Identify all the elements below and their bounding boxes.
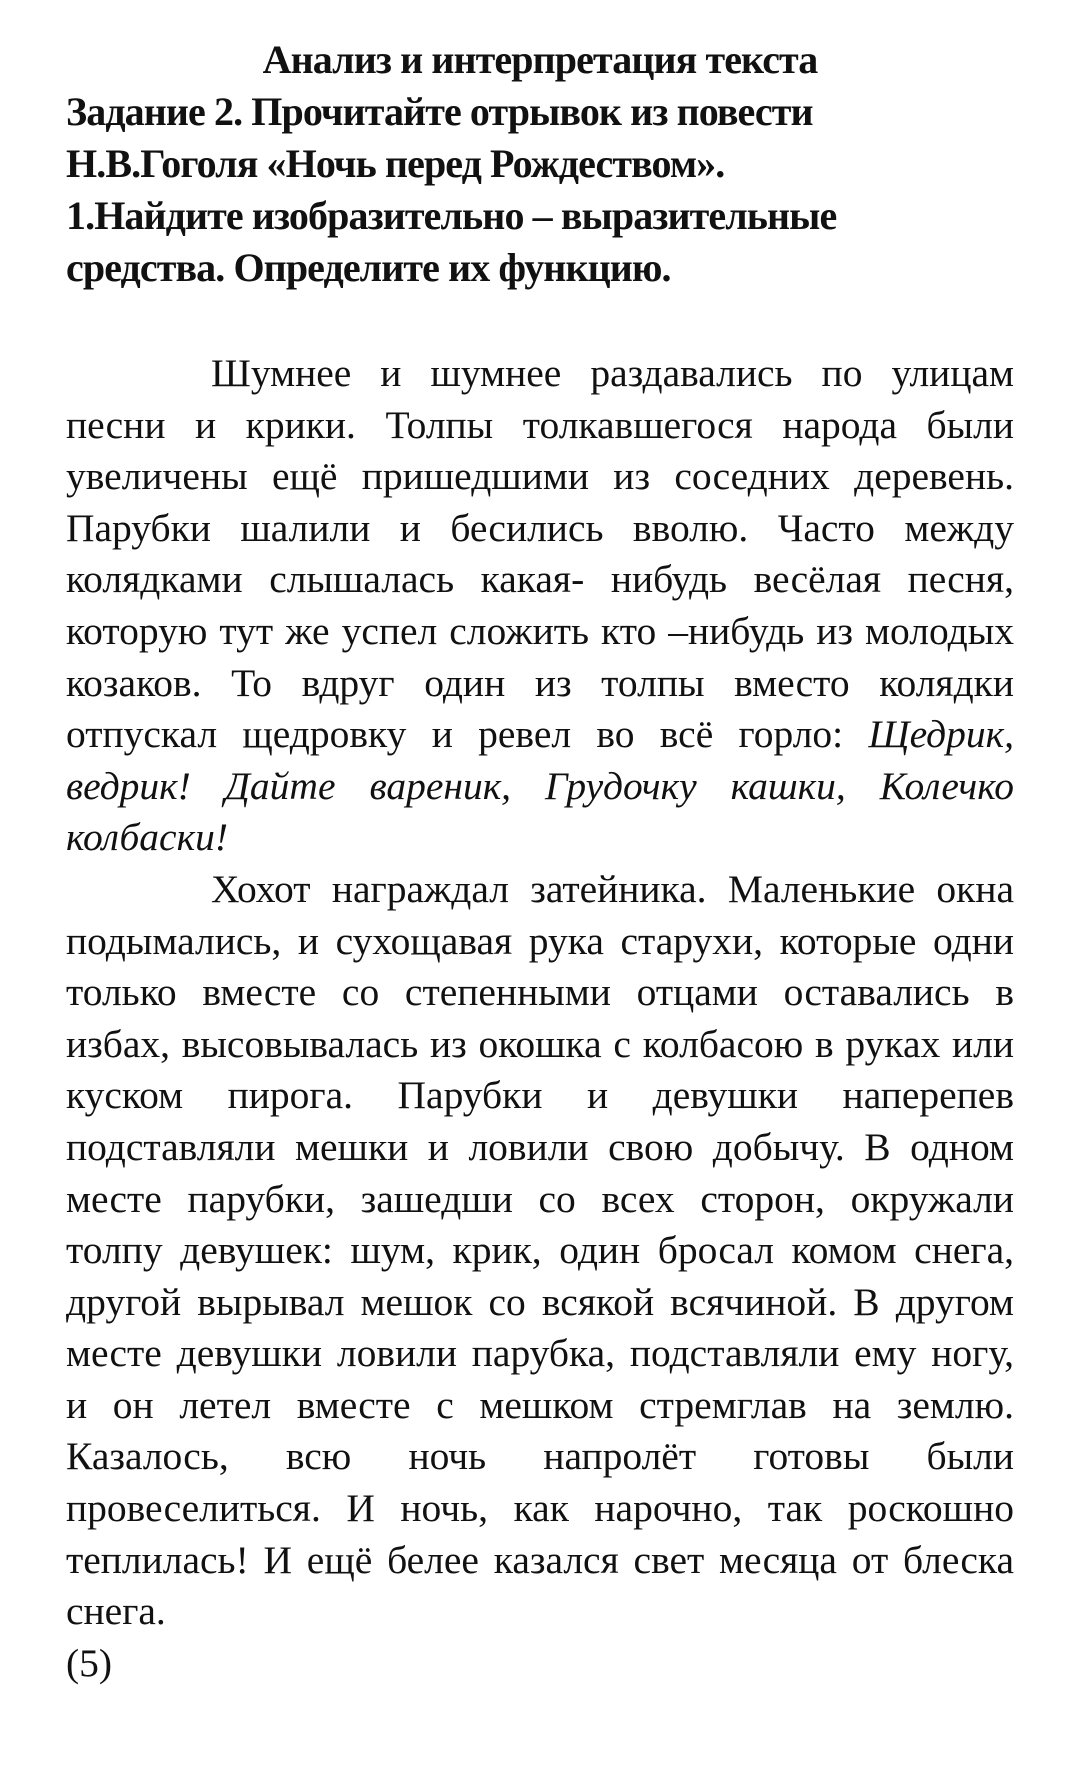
excerpt-paragraph-2: Хохот награждал затейника. Маленькие окна подымались, и сухощавая рука старухи, которые одни только вместе со степенными отцами оставались в избах, высовывалась из окошка с колбасою в руках или куском пирога. Парубки и девушки наперепев подставляли мешки и ловили свою добычу. В одном месте парубки, зашедши со всех сторон, окружали толпу девушек: шум, крик, один бросал комом снега, другой вырывал мешок со всякой всячиной. В другом месте девушки ловили парубка, подставляли ему ногу, и он летел вместе с мешком стремглав на землю. Казалось, всю ночь напролёт готовы были провеселиться. И ночь, как нарочно, так роскошно теплилась! И ещё белее казался свет месяца от блеска снега. [66, 866, 1014, 1634]
document-title: Анализ и интерпретация текста [262, 37, 818, 82]
task-heading: Задание 2. Прочитайте отрывок из повести [66, 89, 813, 134]
paragraph-1-text: Шумнее и шумнее раздавались по улицам песни и крики. Толпы толкавшегося народа были увеличены ещё пришедшими из соседних деревень. Парубки шалили и бесились вволю. Часто между колядками слышалась какая- нибудь весёлая песня, которую тут же успел сложить кто –нибудь из молодых козаков. То вдруг один из толпы вместо колядки отпускал щедровку и ревел во всё горло: [66, 351, 1014, 757]
page-number: (5) [66, 1640, 113, 1685]
section-spacer [66, 294, 1014, 348]
instruction-line-1: 1.Найдите изобразительно – выразительные [66, 193, 837, 238]
work-title: Н.В.Гоголя «Ночь перед Рождеством». [66, 141, 725, 186]
excerpt-paragraph-1 [66, 348, 1014, 864]
instruction-line-2: средства. Определите их функцию. [66, 245, 671, 290]
document-page [66, 34, 1014, 1689]
song-quote: Щедрик, ведрик! Дайте вареник, Грудочку кашки, Колечко колбаски! [66, 712, 1014, 860]
